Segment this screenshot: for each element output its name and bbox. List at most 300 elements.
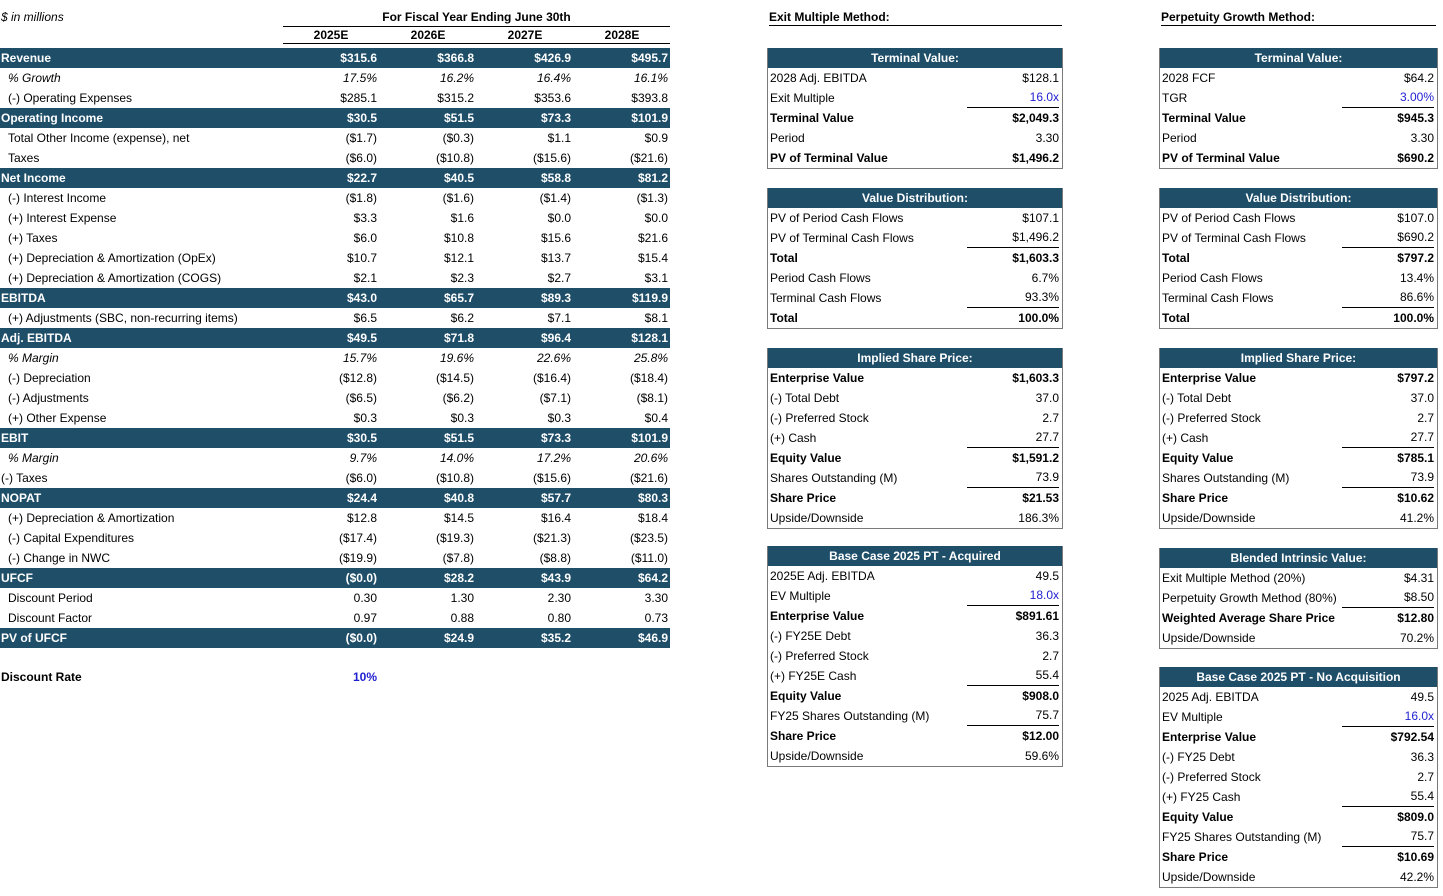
panel-row-label: Period Cash Flows <box>1162 271 1263 285</box>
row-value-2027e: $43.9 <box>540 571 571 585</box>
panel-row <box>768 488 1062 508</box>
panel-row <box>1160 727 1437 747</box>
row-value-2026e: $10.8 <box>443 231 474 245</box>
panel-row-value: $945.3 <box>1397 111 1434 125</box>
panel-row-value: 3.30 <box>1035 131 1059 145</box>
panel-row-value: 75.7 <box>967 706 1059 726</box>
row-label: (-) Adjustments <box>8 391 89 405</box>
panel-row-label: Exit Multiple <box>770 91 835 105</box>
panel-row <box>1160 468 1437 488</box>
row-label: Revenue <box>1 51 52 65</box>
panel-row <box>1160 767 1437 787</box>
panel-row-label: (-) FY25E Debt <box>770 629 851 643</box>
row-value-2026e: $40.5 <box>443 171 474 185</box>
panel-row <box>1160 288 1437 308</box>
panel-row <box>768 408 1062 428</box>
row-value-2025e: $12.8 <box>346 511 377 525</box>
panel-row-label: PV of Period Cash Flows <box>1162 211 1296 225</box>
panel-row <box>768 726 1062 746</box>
panel-row-label: Period Cash Flows <box>770 271 871 285</box>
row-value-2027e: $15.6 <box>540 231 571 245</box>
panel-row-value: 37.0 <box>1410 391 1434 405</box>
row-value-2027e: $89.3 <box>540 291 571 305</box>
panel-row <box>1160 867 1437 887</box>
row-value-2025e: ($0.0) <box>345 571 377 585</box>
panel-row-value: $64.2 <box>1403 71 1434 85</box>
row-value-2028e: 16.1% <box>633 71 668 85</box>
projection-row <box>0 248 670 268</box>
row-value-2025e: ($17.4) <box>338 531 377 545</box>
panel-row <box>768 706 1062 726</box>
panel-row-value: 49.5 <box>1035 569 1059 583</box>
row-value-2026e: $51.5 <box>443 431 474 445</box>
panel-row-value: $1,496.2 <box>1012 151 1059 165</box>
panel-row-label: Upside/Downside <box>770 511 864 525</box>
row-value-2028e: ($8.1) <box>636 391 668 405</box>
row-value-2027e: $96.4 <box>540 331 571 345</box>
row-label: (+) Other Expense <box>8 411 107 425</box>
row-value-2027e: 2.30 <box>547 591 571 605</box>
row-value-2025e: 15.7% <box>342 351 377 365</box>
panel-row-label: Enterprise Value <box>770 609 865 623</box>
panel-row <box>768 208 1062 228</box>
panel-row-value[interactable]: 16.0x <box>967 88 1059 108</box>
panel-row-value: $690.2 <box>1397 151 1434 165</box>
panel-row-value: $10.69 <box>1397 850 1434 864</box>
row-label: (-) Depreciation <box>8 371 91 385</box>
row-value-2028e: $18.4 <box>637 511 668 525</box>
panel-row <box>768 468 1062 488</box>
panel-row-value: 73.9 <box>967 468 1059 488</box>
panel-row-value: 49.5 <box>1410 690 1434 704</box>
panel-row <box>1160 807 1437 827</box>
panel-row-value: $1,603.3 <box>1012 251 1059 265</box>
row-value-2027e: $13.7 <box>540 251 571 265</box>
panel-row <box>1160 248 1437 268</box>
row-label: (+) Depreciation & Amortization (COGS) <box>8 271 222 285</box>
panel-title: Terminal Value: <box>1160 48 1437 68</box>
row-value-2026e: $28.2 <box>443 571 474 585</box>
panel-row-label: Equity Value <box>1162 451 1234 465</box>
panel-row-label: (+) FY25 Cash <box>1162 790 1241 804</box>
panel-row-label: 2028 Adj. EBITDA <box>770 71 867 85</box>
panel-row-label: (-) Preferred Stock <box>770 411 869 425</box>
panel-row <box>768 268 1062 288</box>
row-value-2025e: ($1.8) <box>345 191 377 205</box>
panel-row <box>1160 68 1437 88</box>
projection-row <box>0 228 670 248</box>
panel-row-label: TGR <box>1162 91 1188 105</box>
row-value-2027e: $353.6 <box>534 91 571 105</box>
panel-row-label: PV of Terminal Cash Flows <box>770 231 914 245</box>
row-value-2028e: ($1.3) <box>636 191 668 205</box>
panel-row <box>1160 568 1437 588</box>
panel-row-value: 2.7 <box>1042 411 1059 425</box>
row-label: Adj. EBITDA <box>1 331 72 345</box>
row-value-2027e: $16.4 <box>540 511 571 525</box>
panel-row <box>768 666 1062 686</box>
panel-row <box>768 228 1062 248</box>
row-value-2026e: 19.6% <box>439 351 474 365</box>
row-value-2027e: ($8.8) <box>539 551 571 565</box>
row-value-2027e: $0.3 <box>547 411 571 425</box>
row-value-2026e: $12.1 <box>443 251 474 265</box>
panel-row-label: Terminal Value <box>1162 111 1246 125</box>
row-value-2025e: $43.0 <box>346 291 377 305</box>
panel-row-label: FY25 Shares Outstanding (M) <box>1162 830 1322 844</box>
panel-row-value: $797.2 <box>1397 251 1434 265</box>
panel-title: Base Case 2025 PT - Acquired <box>768 546 1062 566</box>
panel-row <box>1160 208 1437 228</box>
panel-row <box>768 108 1062 128</box>
year-2028-header: 2028E <box>604 28 640 42</box>
year-header-row <box>283 26 670 44</box>
panel-row-value: 55.4 <box>967 666 1059 686</box>
row-value-2026e: 16.2% <box>439 71 474 85</box>
panel-row <box>1160 228 1437 248</box>
row-value-2027e: $58.8 <box>540 171 571 185</box>
panel-row-label: Equity Value <box>770 451 842 465</box>
panel-row-value: $128.1 <box>1022 71 1059 85</box>
panel-row <box>1160 148 1437 168</box>
discount-rate-value[interactable]: 10% <box>352 670 377 684</box>
row-value-2028e: $21.6 <box>637 231 668 245</box>
projection-row <box>0 208 670 228</box>
panel-row-label: PV of Period Cash Flows <box>770 211 904 225</box>
panel-row-label: (-) Preferred Stock <box>1162 411 1261 425</box>
panel-row-label: Terminal Cash Flows <box>770 291 882 305</box>
panel-row-label: Upside/Downside <box>1162 870 1256 884</box>
projection-row <box>0 328 670 348</box>
projection-row <box>0 588 670 608</box>
row-value-2026e: $65.7 <box>443 291 474 305</box>
panel-row <box>768 606 1062 626</box>
row-value-2025e: $0.3 <box>353 411 377 425</box>
panel-row <box>768 646 1062 666</box>
row-value-2028e: $128.1 <box>631 331 668 345</box>
panel-row <box>768 248 1062 268</box>
panel-row-value: 186.3% <box>1018 511 1059 525</box>
row-value-2028e: 25.8% <box>633 351 668 365</box>
panel-row-value: 2.7 <box>1417 770 1434 784</box>
row-label: EBIT <box>1 431 29 445</box>
projection-row <box>0 408 670 428</box>
row-value-2027e: ($1.4) <box>539 191 571 205</box>
panel-row-label: Total <box>1162 251 1190 265</box>
row-value-2026e: ($10.8) <box>435 471 474 485</box>
row-value-2026e: ($19.3) <box>435 531 474 545</box>
panel-row <box>768 626 1062 646</box>
panel-row-value: 86.6% <box>1342 288 1434 308</box>
row-value-2025e: $22.7 <box>346 171 377 185</box>
panel-row-label: Share Price <box>770 491 837 505</box>
panel-row-value: 36.3 <box>1035 629 1059 643</box>
row-value-2027e: ($7.1) <box>539 391 571 405</box>
panel-row <box>1160 388 1437 408</box>
panel-row-value: 75.7 <box>1342 827 1434 847</box>
row-value-2025e: 9.7% <box>349 451 377 465</box>
row-value-2026e: $2.3 <box>450 271 474 285</box>
panel-title: Base Case 2025 PT - No Acquisition <box>1160 667 1437 687</box>
projection-row <box>0 168 670 188</box>
panel-row-label: Total <box>770 311 798 325</box>
panel-row <box>1160 847 1437 867</box>
projection-row <box>0 528 670 548</box>
panel-row-value: 2.7 <box>1042 649 1059 663</box>
row-label: (-) Operating Expenses <box>8 91 133 105</box>
row-label: Total Other Income (expense), net <box>8 131 190 145</box>
panel-row-value: $107.1 <box>1022 211 1059 225</box>
projection-row <box>0 488 670 508</box>
exit-panel-1 <box>767 48 1063 169</box>
row-value-2028e: $46.9 <box>637 631 668 645</box>
panel-row-label: PV of Terminal Value <box>770 151 888 165</box>
panel-row-label: Shares Outstanding (M) <box>770 471 898 485</box>
row-value-2025e: ($12.8) <box>338 371 377 385</box>
panel-row-value: $12.80 <box>1397 611 1434 625</box>
panel-row <box>768 148 1062 168</box>
panel-row-label: Share Price <box>1162 491 1229 505</box>
panel-row <box>1160 128 1437 148</box>
projection-row <box>0 608 670 628</box>
panel-row-value: $8.50 <box>1342 588 1434 608</box>
panel-row-label: (-) Preferred Stock <box>1162 770 1261 784</box>
row-value-2025e: $315.6 <box>340 51 377 65</box>
row-value-2027e: 0.80 <box>547 611 571 625</box>
row-value-2027e: $73.3 <box>540 111 571 125</box>
panel-row <box>1160 787 1437 807</box>
row-value-2025e: 0.30 <box>353 591 377 605</box>
projection-row <box>0 508 670 528</box>
panel-row-value: 100.0% <box>1018 311 1059 325</box>
panel-row-label: 2025 Adj. EBITDA <box>1162 690 1259 704</box>
panel-row-value: 27.7 <box>1342 428 1434 448</box>
row-value-2027e: ($15.6) <box>532 151 571 165</box>
panel-row-label: (+) Cash <box>1162 431 1209 445</box>
row-label: (-) Change in NWC <box>8 551 111 565</box>
row-label: Discount Factor <box>8 611 93 625</box>
row-value-2027e: ($21.3) <box>532 531 571 545</box>
row-value-2027e: 22.6% <box>536 351 571 365</box>
panel-row-value: 93.3% <box>967 288 1059 308</box>
panel-title: Value Distribution: <box>1160 188 1437 208</box>
panel-row-value: $2,049.3 <box>1012 111 1059 125</box>
panel-row-label: Equity Value <box>1162 810 1234 824</box>
row-value-2027e: $35.2 <box>540 631 571 645</box>
panel-row-value[interactable]: 18.0x <box>967 586 1059 606</box>
row-value-2025e: 17.5% <box>342 71 377 85</box>
row-value-2028e: ($21.6) <box>629 151 668 165</box>
panel-row-label: Shares Outstanding (M) <box>1162 471 1290 485</box>
row-label: % Growth <box>8 71 61 85</box>
row-value-2026e: 0.88 <box>450 611 474 625</box>
panel-row <box>768 686 1062 706</box>
panel-row-label: Weighted Average Share Price <box>1162 611 1335 625</box>
row-value-2026e: $40.8 <box>443 491 474 505</box>
row-label: NOPAT <box>1 491 42 505</box>
panel-row-label: (-) Preferred Stock <box>770 649 869 663</box>
row-value-2025e: $49.5 <box>346 331 377 345</box>
row-label: Operating Income <box>1 111 104 125</box>
panel-row <box>768 566 1062 586</box>
panel-row-label: Perpetuity Growth Method (80%) <box>1162 591 1337 605</box>
panel-row <box>1160 687 1437 707</box>
projection-row <box>0 348 670 368</box>
panel-row <box>768 308 1062 328</box>
projection-row <box>0 48 670 68</box>
panel-row-label: PV of Terminal Cash Flows <box>1162 231 1306 245</box>
panel-row-value: $107.0 <box>1397 211 1434 225</box>
row-value-2028e: ($18.4) <box>629 371 668 385</box>
panel-row <box>768 746 1062 766</box>
panel-row <box>768 586 1062 606</box>
panel-row-value: 6.7% <box>1031 271 1059 285</box>
year-2025-header: 2025E <box>313 28 349 42</box>
panel-row-label: EV Multiple <box>770 589 831 603</box>
panel-row <box>768 508 1062 528</box>
perp-panel-1 <box>1159 48 1438 169</box>
row-value-2028e: $15.4 <box>637 251 668 265</box>
row-value-2026e: $1.6 <box>450 211 474 225</box>
panel-row-label: (-) Total Debt <box>770 391 840 405</box>
panel-row-label: (-) Total Debt <box>1162 391 1232 405</box>
row-label: (+) Depreciation & Amortization (OpEx) <box>8 251 216 265</box>
panel-title: Value Distribution: <box>768 188 1062 208</box>
row-value-2028e: $64.2 <box>637 571 668 585</box>
discount-rate-label: Discount Rate <box>1 670 82 684</box>
panel-row <box>1160 488 1437 508</box>
projection-row <box>0 188 670 208</box>
panel-row-value: 41.2% <box>1399 511 1434 525</box>
panel-row <box>1160 707 1437 727</box>
panel-row-value: 37.0 <box>1035 391 1059 405</box>
row-value-2027e: $1.1 <box>547 131 571 145</box>
projection-row <box>0 68 670 88</box>
panel-row <box>1160 448 1437 468</box>
row-label: % Margin <box>8 451 59 465</box>
row-value-2025e: ($0.0) <box>345 631 377 645</box>
row-value-2028e: $393.8 <box>631 91 668 105</box>
panel-row-value: $891.61 <box>1015 609 1059 623</box>
projection-row <box>0 128 670 148</box>
row-value-2025e: ($6.5) <box>345 391 377 405</box>
exit-panel-3 <box>767 348 1063 529</box>
panel-row <box>1160 608 1437 628</box>
row-value-2026e: ($1.6) <box>442 191 474 205</box>
row-value-2026e: $366.8 <box>437 51 474 65</box>
panel-row-value: 59.6% <box>1024 749 1059 763</box>
panel-row-value: 2.7 <box>1417 411 1434 425</box>
panel-row-value: $1,603.3 <box>1012 371 1059 385</box>
panel-row-value: 36.3 <box>1410 750 1434 764</box>
row-value-2028e: $80.3 <box>637 491 668 505</box>
row-value-2028e: $101.9 <box>631 111 668 125</box>
row-value-2027e: $57.7 <box>540 491 571 505</box>
projection-row <box>0 628 670 648</box>
projection-row <box>0 148 670 168</box>
row-label: UFCF <box>1 571 33 585</box>
row-value-2025e: ($1.7) <box>345 131 377 145</box>
row-value-2026e: ($10.8) <box>435 151 474 165</box>
panel-row <box>768 288 1062 308</box>
row-label: Taxes <box>8 151 40 165</box>
panel-row-value: $1,591.2 <box>1012 451 1059 465</box>
panel-row-label: EV Multiple <box>1162 710 1223 724</box>
row-value-2028e: $495.7 <box>631 51 668 65</box>
perp-panel-2 <box>1159 188 1438 329</box>
panel-row-label: Period <box>770 131 805 145</box>
panel-row-value: 27.7 <box>967 428 1059 448</box>
row-value-2028e: $81.2 <box>637 171 668 185</box>
panel-row-label: Terminal Value <box>770 111 854 125</box>
row-value-2028e: $8.1 <box>644 311 668 325</box>
row-label: (-) Taxes <box>1 471 48 485</box>
panel-row-label: Total <box>770 251 798 265</box>
row-value-2025e: $2.1 <box>353 271 377 285</box>
panel-row <box>1160 508 1437 528</box>
projection-row <box>0 308 670 328</box>
panel-row-label: Terminal Cash Flows <box>1162 291 1274 305</box>
panel-row-value: 70.2% <box>1399 631 1434 645</box>
row-value-2025e: 0.97 <box>353 611 377 625</box>
row-value-2026e: $24.9 <box>443 631 474 645</box>
year-2026-header: 2026E <box>410 28 446 42</box>
panel-row <box>1160 827 1437 847</box>
row-value-2027e: 17.2% <box>536 451 571 465</box>
row-value-2026e: 1.30 <box>450 591 474 605</box>
panel-row-label: Enterprise Value <box>770 371 865 385</box>
row-value-2025e: $3.3 <box>353 211 377 225</box>
row-label: EBITDA <box>1 291 46 305</box>
row-label: (-) Interest Income <box>8 191 107 205</box>
row-label: Net Income <box>1 171 66 185</box>
row-value-2026e: ($14.5) <box>435 371 474 385</box>
row-value-2028e: $101.9 <box>631 431 668 445</box>
perp-panel-4 <box>1159 548 1438 649</box>
row-value-2026e: ($7.8) <box>442 551 474 565</box>
panel-row-value: $4.31 <box>1403 571 1434 585</box>
panel-row-label: (+) FY25E Cash <box>770 669 857 683</box>
panel-row-label: Exit Multiple Method (20%) <box>1162 571 1306 585</box>
panel-row <box>1160 588 1437 608</box>
projection-row <box>0 468 670 488</box>
row-value-2025e: $30.5 <box>346 111 377 125</box>
row-value-2026e: 14.0% <box>439 451 474 465</box>
row-value-2025e: $6.0 <box>353 231 377 245</box>
row-value-2028e: $0.9 <box>644 131 668 145</box>
panel-row <box>768 88 1062 108</box>
row-value-2027e: ($15.6) <box>532 471 571 485</box>
row-label: Discount Period <box>8 591 93 605</box>
panel-row <box>768 128 1062 148</box>
panel-row-value[interactable]: 3.00% <box>1342 88 1434 108</box>
panel-row-label: Enterprise Value <box>1162 730 1257 744</box>
row-label: PV of UFCF <box>1 631 67 645</box>
row-value-2026e: $51.5 <box>443 111 474 125</box>
panel-row <box>1160 108 1437 128</box>
row-value-2028e: $3.1 <box>644 271 668 285</box>
panel-row-value: $785.1 <box>1397 451 1434 465</box>
projection-row <box>0 568 670 588</box>
panel-row-value[interactable]: 16.0x <box>1342 707 1434 727</box>
perp-panel-5 <box>1159 667 1438 888</box>
exit-panel-2 <box>767 188 1063 329</box>
panel-row-value: 3.30 <box>1410 131 1434 145</box>
panel-row <box>1160 628 1437 648</box>
row-value-2028e: ($21.6) <box>629 471 668 485</box>
perp-panel-3 <box>1159 348 1438 529</box>
panel-row-value: 42.2% <box>1399 870 1434 884</box>
